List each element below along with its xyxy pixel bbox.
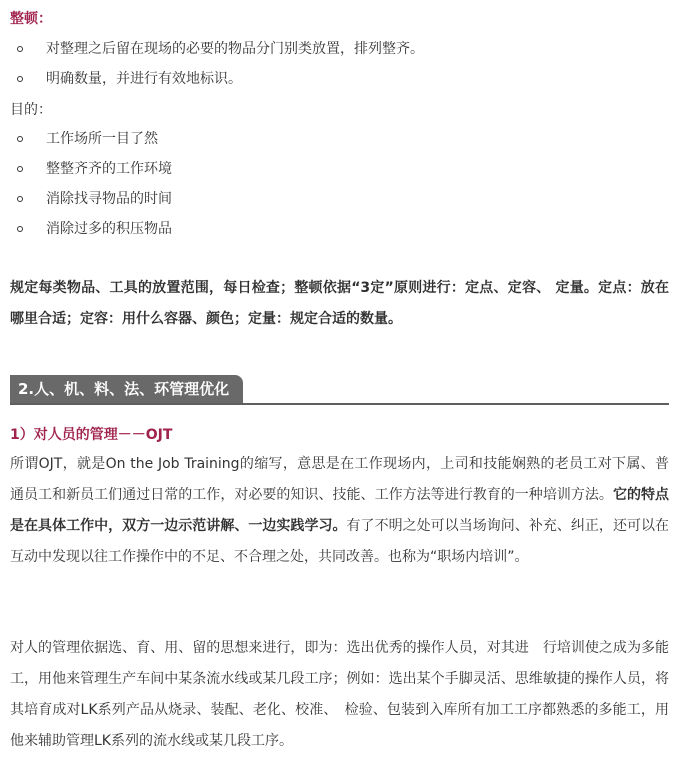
- list-item-text: 工作场所一目了然: [46, 131, 158, 147]
- list-item-text: 消除找寻物品的时间: [46, 191, 172, 207]
- section-header-bar: [10, 375, 669, 405]
- hollow-circle-bullet-icon: [17, 136, 23, 142]
- section-header: 2.人、机、料、法、环管理优化: [10, 375, 243, 403]
- list-item-text: 消除过多的积压物品: [46, 221, 172, 237]
- purpose-label: 目的：: [10, 102, 52, 118]
- zhengdun-list: [10, 34, 424, 94]
- zhengdun-title: 整顿：: [10, 11, 52, 27]
- list-item-text: 对整理之后留在现场的必要的物品分门别类放置，排列整齐。: [46, 41, 424, 57]
- rule-paragraph: 规定每类物品、工具的放置范围，每日检查；整顿依据“3定”原则进行：定点、定容、 定量。定点：放在哪里合适；定容：用什么容器、颜色；定量：规定合适的数量。: [10, 280, 669, 327]
- ojt-tail-text: 有了不明之处可以当场询问、补充、纠正，还可以在互动中发现以往工作操作中的不足、不合理之处，共同改善。也称为“职场内培训”。: [10, 518, 670, 565]
- list-item: [10, 184, 172, 214]
- list-item-text: 明确数量，并进行有效地标识。: [46, 71, 242, 87]
- list-item: [10, 154, 172, 184]
- hollow-circle-bullet-icon: [17, 226, 23, 232]
- people-management-paragraph: 对人的管理依据选、育、用、留的思想来进行，即为：选出优秀的操作人员，对其进 行培训使之成为多能工，用他来管理生产车间中某条流水线或某几段工序；例如：选出某个手脚灵活、思维敏捷的操作人员，将其培育成对LK系列产品从烧录、装配、老化、校准、 检验、包装到入库所有加工工序都熟悉的多能工，用他来辅助管理LK系列的流水线或某几段工序。: [10, 640, 669, 749]
- list-item: [10, 124, 172, 154]
- hollow-circle-bullet-icon: [17, 76, 23, 82]
- hollow-circle-bullet-icon: [17, 46, 23, 52]
- hollow-circle-bullet-icon: [17, 196, 23, 202]
- ojt-paragraph: [10, 449, 669, 573]
- hollow-circle-bullet-icon: [17, 166, 23, 172]
- list-item: [10, 214, 172, 244]
- list-item-text: 整整齐齐的工作环境: [46, 161, 172, 177]
- list-item: [10, 34, 424, 64]
- ojt-subheading: 1）对人员的管理－－OJT: [10, 427, 173, 443]
- purpose-list: [10, 124, 172, 244]
- list-item: [10, 64, 424, 94]
- ojt-intro-text: 所谓OJT，就是On the Job Training的缩写，意思是在工作现场内，上司和技能娴熟的老员工对下属、普通员工和新员工们通过日常的工作，对必要的知识、技能、工作方法等进行教育的一种培训方法。: [10, 456, 669, 503]
- ojt-feature-bold-text: 它的特点是在具体工作中，双方一边示范讲解、一边实践学习。: [10, 487, 670, 534]
